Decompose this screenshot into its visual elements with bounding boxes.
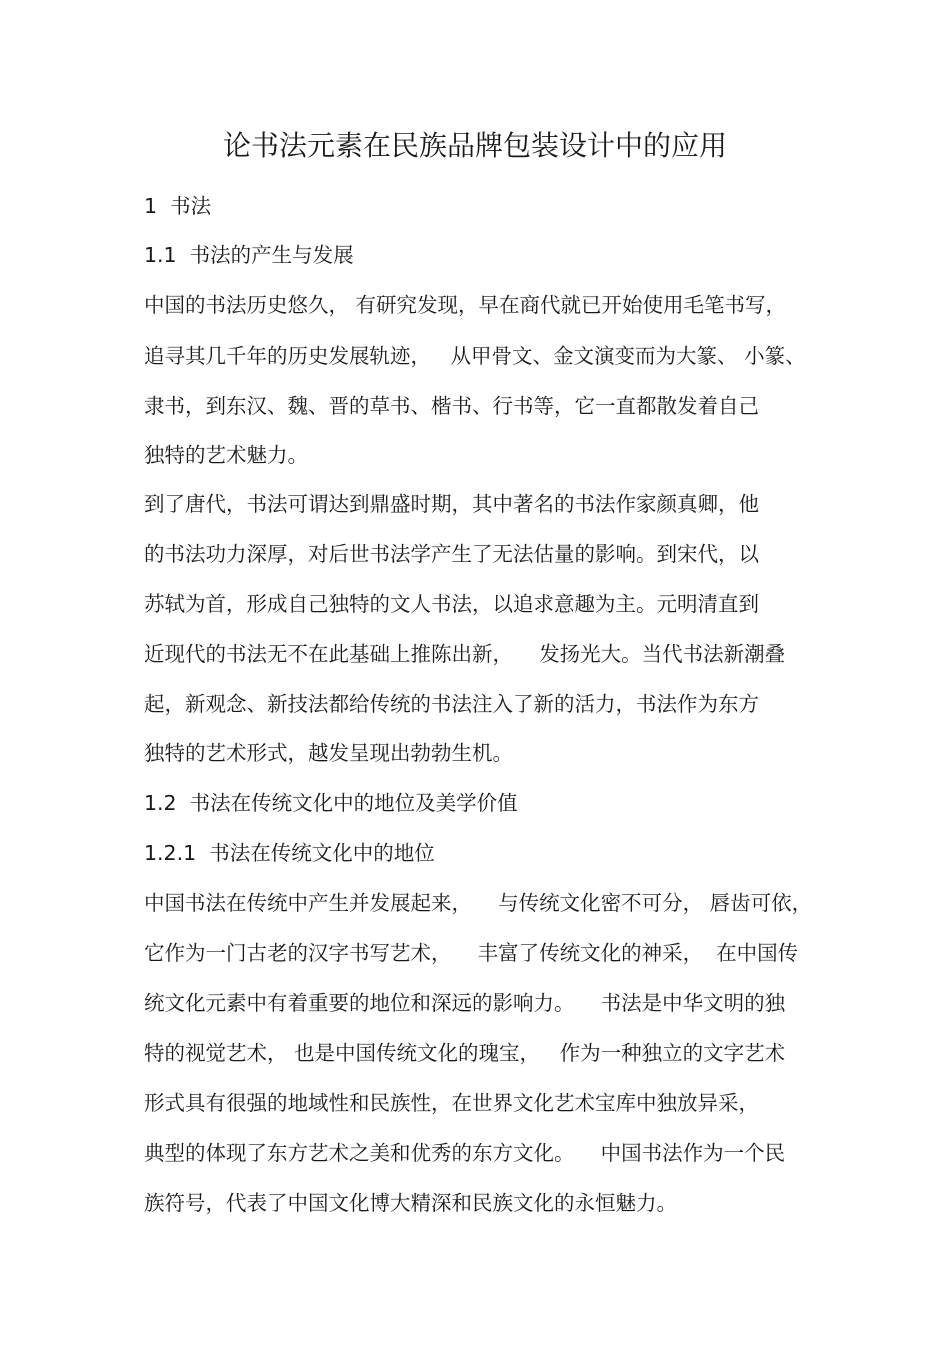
section-heading-1: [144, 191, 211, 221]
body-line: 近现代的书法无不在此基础上推陈出新， 发扬光大。当代书法新潮叠: [144, 642, 786, 666]
section-title: 书法的产生与发展: [189, 243, 354, 267]
body-line: 族符号，代表了中国文化博大精深和民族文化的永恒魅力。: [144, 1191, 677, 1215]
body-line: 追寻其几千年的历史发展轨迹， 从甲骨文、金文演变而为大篆、 小篆、: [144, 344, 806, 368]
body-line: 隶书，到东汉、魏、晋的草书、楷书、行书等，它一直都散发着自己: [144, 394, 759, 418]
body-line: 独特的艺术形式，越发呈现出勃勃生机。: [144, 741, 513, 765]
section-title: 书法: [170, 194, 212, 218]
body-line: 起，新观念、新技法都给传统的书法注入了新的活力，书法作为东方: [144, 692, 759, 716]
body-line: 苏轼为首，形成自己独特的文人书法，以追求意趣为主。元明清直到: [144, 592, 759, 616]
body-line: 形式具有很强的地域性和民族性，在世界文化艺术宝库中独放异采，: [144, 1091, 759, 1115]
body-line: 到了唐代，书法可谓达到鼎盛时期，其中著名的书法作家颜真卿，他: [144, 492, 759, 516]
body-line: 它作为一门古老的汉字书写艺术， 丰富了传统文化的神采， 在中国传: [144, 941, 799, 965]
body-line: 特的视觉艺术， 也是中国传统文化的瑰宝， 作为一种独立的文字艺术: [144, 1041, 786, 1065]
body-line: 独特的艺术魅力。: [144, 443, 308, 467]
body-line: 的书法功力深厚，对后世书法学产生了无法估量的影响。到宋代，以: [144, 542, 759, 566]
section-heading-1-2: [144, 788, 518, 818]
body-line: 典型的体现了东方艺术之美和优秀的东方文化。 中国书法作为一个民: [144, 1141, 786, 1165]
body-line: 中国的书法历史悠久， 有研究发现，早在商代就已开始使用毛笔书写，: [144, 293, 787, 317]
section-title: 书法在传统文化中的地位: [209, 841, 435, 865]
body-line: 统文化元素中有着重要的地位和深远的影响力。 书法是中华文明的独: [144, 991, 786, 1015]
section-number: 1.1: [144, 243, 177, 267]
section-number: 1.2: [144, 791, 177, 815]
body-line: 中国书法在传统中产生并发展起来， 与传统文化密不可分， 唇齿可依，: [144, 891, 813, 915]
section-heading-1-2-1: [144, 838, 435, 868]
document-title: 论书法元素在民族品牌包装设计中的应用: [222, 129, 727, 162]
section-title: 书法在传统文化中的地位及美学价值: [189, 791, 518, 815]
section-number: 1.2.1: [144, 841, 197, 865]
section-heading-1-1: [144, 240, 354, 270]
section-number: 1: [144, 194, 158, 218]
